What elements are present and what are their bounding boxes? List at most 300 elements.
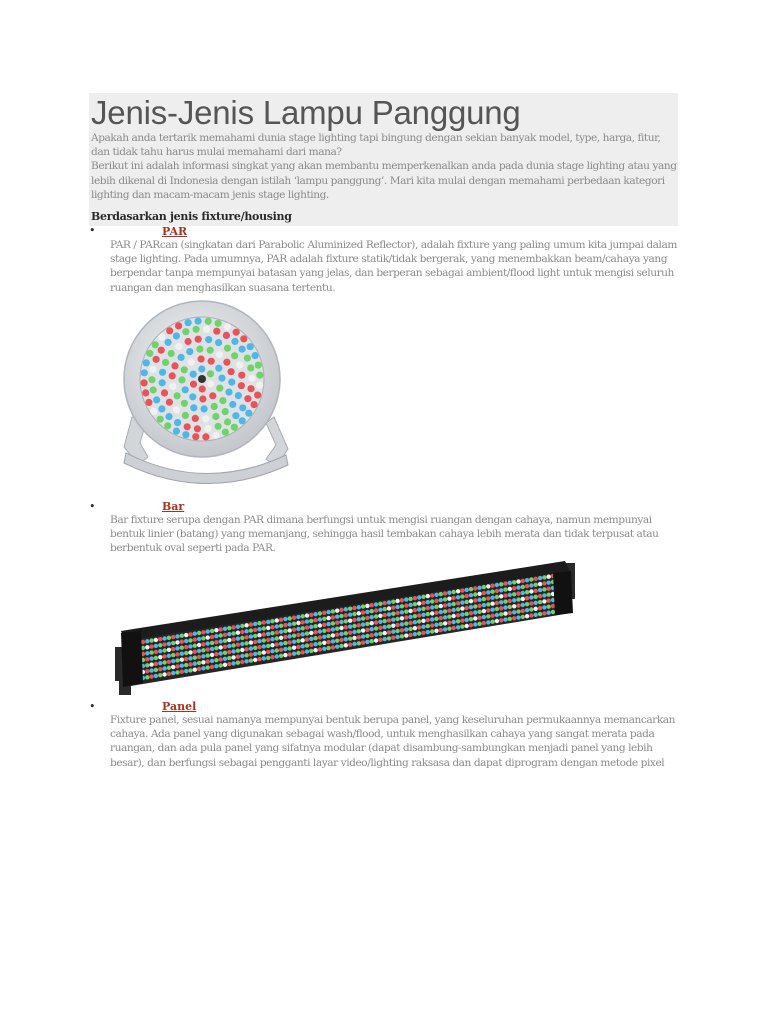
led-dot — [215, 339, 222, 346]
led-dot — [262, 638, 266, 642]
led-dot — [203, 326, 210, 333]
led-dot — [339, 626, 343, 630]
led-dot — [439, 592, 443, 596]
led-dot — [430, 593, 434, 597]
led-dot — [193, 644, 197, 648]
led-dot — [236, 643, 240, 647]
led-dot — [391, 612, 395, 616]
led-dot — [391, 618, 395, 622]
led-dot — [521, 585, 525, 589]
led-dot — [529, 583, 533, 587]
led-dot — [141, 379, 148, 386]
led-dot — [404, 615, 408, 619]
led-dot — [490, 590, 494, 594]
led-dot — [326, 622, 330, 626]
led-dot — [318, 641, 322, 645]
led-dot — [292, 616, 296, 620]
led-dot — [534, 577, 538, 581]
led-dot — [391, 606, 395, 610]
led-dot — [175, 652, 179, 656]
led-dot — [370, 615, 374, 619]
led-dot — [223, 627, 227, 631]
led-dot — [465, 594, 469, 598]
led-dot — [223, 645, 227, 649]
led-dot — [207, 370, 214, 377]
led-dot — [195, 336, 202, 343]
led-dot — [219, 651, 223, 655]
led-dot — [447, 603, 451, 607]
led-dot — [516, 603, 520, 607]
led-dot — [244, 647, 248, 651]
led-dot — [149, 638, 153, 642]
led-dot — [408, 597, 412, 601]
led-dot — [157, 416, 164, 423]
led-dot — [370, 603, 374, 607]
led-dot — [361, 634, 365, 638]
led-dot — [421, 595, 425, 599]
led-dot — [469, 611, 473, 615]
led-dot — [400, 634, 404, 638]
led-dot — [447, 609, 451, 613]
led-dot — [188, 359, 195, 366]
led-dot — [361, 610, 365, 614]
led-dot — [257, 639, 261, 643]
led-dot — [165, 413, 172, 420]
led-dot — [447, 591, 451, 595]
led-dot — [275, 618, 279, 622]
led-dot — [465, 612, 469, 616]
led-dot — [219, 397, 226, 404]
led-dot — [174, 419, 181, 426]
led-dot — [417, 625, 421, 629]
led-dot — [301, 644, 305, 648]
led-dot — [206, 659, 210, 663]
led-dot — [542, 599, 546, 603]
led-dot — [413, 620, 417, 624]
led-dot — [214, 646, 218, 650]
led-dot — [495, 583, 499, 587]
led-dot — [413, 602, 417, 606]
led-dot — [348, 613, 352, 617]
led-dot — [219, 657, 223, 661]
led-dot — [219, 639, 223, 643]
led-dot — [344, 613, 348, 617]
led-dot — [236, 649, 240, 653]
led-dot — [240, 648, 244, 652]
led-dot — [158, 405, 165, 412]
led-dot — [253, 658, 257, 662]
led-dot — [214, 634, 218, 638]
led-dot — [434, 605, 438, 609]
led-dot — [326, 628, 330, 632]
led-dot — [365, 616, 369, 620]
led-dot — [188, 662, 192, 666]
led-dot — [486, 608, 490, 612]
led-dot — [257, 645, 261, 649]
led-dot — [503, 581, 507, 585]
led-dot — [227, 662, 231, 666]
led-dot — [447, 621, 451, 625]
led-dot — [266, 620, 270, 624]
led-dot — [495, 595, 499, 599]
led-dot — [252, 352, 259, 359]
led-dot — [452, 590, 456, 594]
led-dot — [193, 326, 200, 333]
led-dot — [430, 611, 434, 615]
led-dot — [413, 596, 417, 600]
led-dot — [495, 619, 499, 623]
item-description-bar: Bar fixture serupa dengan PAR dimana berfungsi untuk mengisi ruangan dengan cahaya, namun mempunyai bentuk linier (batang) yang memanjang, sehingga hasil tembakan cahaya lebih merata dan tidak terpusat atau berbentuk oval seperti pada PAR. — [110, 514, 659, 555]
led-dot — [142, 389, 149, 396]
led-dot — [206, 653, 210, 657]
led-dot — [223, 633, 227, 637]
led-dot — [145, 663, 149, 667]
led-dot — [542, 587, 546, 591]
intro-text — [91, 131, 681, 202]
led-dot — [361, 616, 365, 620]
led-dot — [270, 625, 274, 629]
led-dot — [204, 425, 211, 432]
led-dot — [206, 665, 210, 669]
led-dot — [222, 408, 229, 415]
led-dot — [201, 630, 205, 634]
led-dot — [270, 643, 274, 647]
led-dot — [167, 654, 171, 658]
led-dot — [236, 625, 240, 629]
led-dot — [348, 625, 352, 629]
led-dot — [352, 642, 356, 646]
item-title-bar[interactable]: Bar — [162, 500, 185, 513]
led-dot — [270, 649, 274, 653]
led-dot — [421, 613, 425, 617]
led-dot — [499, 600, 503, 604]
led-dot — [542, 593, 546, 597]
led-dot — [421, 619, 425, 623]
led-dot — [465, 624, 469, 628]
led-dot — [197, 655, 201, 659]
led-dot — [227, 650, 231, 654]
led-dot — [469, 623, 473, 627]
led-dot — [534, 607, 538, 611]
led-dot — [149, 650, 153, 654]
led-dot — [253, 652, 257, 656]
led-dot — [339, 620, 343, 624]
led-dot — [225, 389, 232, 396]
led-dot — [275, 642, 279, 646]
led-dot — [162, 648, 166, 652]
led-dot — [495, 613, 499, 617]
led-dot — [169, 383, 176, 390]
led-dot — [439, 604, 443, 608]
led-dot — [279, 642, 283, 646]
led-dot — [184, 639, 188, 643]
led-dot — [208, 358, 215, 365]
led-dot — [231, 661, 235, 665]
led-dot — [145, 669, 149, 673]
led-dot — [171, 641, 175, 645]
led-dot — [205, 318, 212, 325]
led-dot — [374, 626, 378, 630]
led-dot — [490, 584, 494, 588]
led-dot — [171, 659, 175, 663]
led-dot — [214, 664, 218, 668]
led-dot — [162, 636, 166, 640]
led-dot — [145, 651, 149, 655]
led-dot — [231, 631, 235, 635]
led-dot — [408, 633, 412, 637]
led-dot — [318, 635, 322, 639]
led-dot — [357, 611, 361, 615]
led-dot — [197, 667, 201, 671]
led-dot — [231, 625, 235, 629]
led-dot — [465, 600, 469, 604]
led-dot — [279, 630, 283, 634]
led-dot — [206, 635, 210, 639]
led-dot — [236, 655, 240, 659]
item-title-panel[interactable]: Panel — [162, 700, 197, 713]
led-dot — [279, 636, 283, 640]
led-dot — [288, 634, 292, 638]
led-dot — [370, 621, 374, 625]
led-dot — [313, 642, 317, 646]
led-dot — [404, 633, 408, 637]
led-dot — [149, 674, 153, 678]
led-dot — [477, 598, 481, 602]
led-dot — [223, 359, 230, 366]
led-dot — [521, 579, 525, 583]
led-dot — [158, 667, 162, 671]
led-dot — [296, 633, 300, 637]
led-dot — [417, 595, 421, 599]
led-dot — [469, 587, 473, 591]
led-dot — [387, 600, 391, 604]
led-dot — [482, 597, 486, 601]
led-dot — [529, 607, 533, 611]
led-dot — [469, 605, 473, 609]
led-dot — [516, 597, 520, 601]
led-dot — [244, 641, 248, 645]
led-dot — [374, 620, 378, 624]
led-dot — [245, 410, 252, 417]
item-title-par[interactable]: PAR — [162, 225, 188, 238]
led-dot — [503, 593, 507, 597]
led-dot — [201, 654, 205, 658]
led-dot — [158, 347, 165, 354]
led-dot — [223, 639, 227, 643]
led-dot — [365, 604, 369, 608]
led-dot — [482, 609, 486, 613]
led-dot — [249, 652, 253, 656]
led-dot — [301, 632, 305, 636]
led-dot — [165, 339, 172, 346]
led-dot — [238, 382, 245, 389]
led-dot — [426, 630, 430, 634]
led-dot — [495, 601, 499, 605]
led-dot — [240, 335, 247, 342]
led-dot — [223, 663, 227, 667]
led-dot — [216, 385, 223, 392]
led-dot — [443, 621, 447, 625]
led-dot — [161, 389, 168, 396]
led-dot — [529, 613, 533, 617]
led-dot — [542, 575, 546, 579]
led-dot — [352, 606, 356, 610]
led-dot — [490, 614, 494, 618]
led-dot — [249, 628, 253, 632]
led-dot — [233, 329, 240, 336]
led-dot — [352, 612, 356, 616]
led-dot — [490, 608, 494, 612]
led-dot — [525, 614, 529, 618]
led-dot — [305, 649, 309, 653]
led-dot — [296, 645, 300, 649]
led-dot — [253, 634, 257, 638]
led-dot — [313, 624, 317, 628]
led-dot — [309, 613, 313, 617]
led-dot — [279, 648, 283, 652]
led-dot — [301, 620, 305, 624]
led-dot — [190, 381, 197, 388]
led-dot — [331, 639, 335, 643]
led-dot — [408, 615, 412, 619]
led-dot — [547, 605, 551, 609]
led-dot — [452, 596, 456, 600]
led-dot — [162, 654, 166, 658]
led-dot — [227, 638, 231, 642]
led-dot — [417, 613, 421, 617]
led-dot — [417, 601, 421, 605]
led-dot — [512, 598, 516, 602]
led-dot — [378, 608, 382, 612]
led-dot — [255, 362, 262, 369]
led-dot — [486, 590, 490, 594]
led-dot — [490, 602, 494, 606]
led-dot — [443, 609, 447, 613]
led-dot — [309, 637, 313, 641]
led-dot — [525, 578, 529, 582]
led-dot — [404, 597, 408, 601]
led-dot — [154, 638, 158, 642]
led-dot — [171, 665, 175, 669]
led-dot — [335, 615, 339, 619]
led-dot — [434, 593, 438, 597]
led-dot — [262, 626, 266, 630]
led-dot — [529, 601, 533, 605]
led-dot — [262, 650, 266, 654]
led-dot — [508, 599, 512, 603]
led-dot — [253, 640, 257, 644]
led-dot — [357, 617, 361, 621]
led-dot — [247, 385, 254, 392]
led-dot — [473, 586, 477, 590]
led-dot — [288, 640, 292, 644]
led-dot — [378, 602, 382, 606]
led-dot — [305, 619, 309, 623]
led-dot — [460, 618, 464, 622]
led-dot — [434, 629, 438, 633]
led-dot — [262, 656, 266, 660]
led-dot — [370, 633, 374, 637]
led-dot — [182, 431, 189, 438]
led-dot — [421, 607, 425, 611]
led-dot — [305, 625, 309, 629]
led-dot — [154, 668, 158, 672]
led-dot — [181, 400, 188, 407]
led-dot — [477, 604, 481, 608]
led-dot — [525, 608, 529, 612]
led-dot — [148, 376, 155, 383]
led-dot — [508, 581, 512, 585]
led-dot — [486, 614, 490, 618]
led-dot — [374, 614, 378, 618]
led-dot — [253, 628, 257, 632]
led-dot — [374, 638, 378, 642]
led-dot — [499, 594, 503, 598]
led-dot — [473, 598, 477, 602]
led-dot — [331, 609, 335, 613]
led-dot — [460, 594, 464, 598]
led-dot — [313, 630, 317, 634]
led-dot — [207, 380, 214, 387]
led-dot — [361, 622, 365, 626]
led-dot — [210, 647, 214, 651]
led-dot — [279, 618, 283, 622]
led-dot — [266, 650, 270, 654]
led-dot — [473, 604, 477, 608]
led-dot — [213, 328, 220, 335]
led-dot — [175, 658, 179, 662]
led-dot — [318, 611, 322, 615]
led-dot — [244, 629, 248, 633]
led-dot — [188, 656, 192, 660]
led-dot — [211, 403, 218, 410]
list-bullet: • — [89, 700, 96, 713]
led-dot — [417, 619, 421, 623]
led-dot — [383, 637, 387, 641]
led-dot — [214, 640, 218, 644]
led-dot — [516, 579, 520, 583]
led-dot — [184, 657, 188, 661]
led-dot — [162, 642, 166, 646]
led-dot — [452, 620, 456, 624]
led-dot — [521, 615, 525, 619]
led-dot — [473, 622, 477, 626]
led-dot — [326, 634, 330, 638]
led-dot — [395, 617, 399, 621]
led-dot — [173, 332, 180, 339]
led-dot — [439, 610, 443, 614]
led-dot — [404, 603, 408, 607]
led-dot — [365, 640, 369, 644]
led-dot — [482, 585, 486, 589]
led-dot — [214, 658, 218, 662]
led-dot — [296, 615, 300, 619]
led-dot — [503, 611, 507, 615]
led-dot — [181, 366, 188, 373]
intro-paragraph: Apakah anda tertarik memahami dunia stage lighting tapi bingung dengan sekian banyak model, type, harga, fitur, dan tidak tahu harus mulai memahami dari mana? — [91, 132, 661, 159]
led-dot — [443, 615, 447, 619]
led-dot — [408, 627, 412, 631]
led-dot — [158, 334, 165, 341]
led-dot — [229, 401, 236, 408]
led-dot — [469, 617, 473, 621]
led-dot — [240, 654, 244, 658]
led-dot — [249, 622, 253, 626]
led-dot — [224, 418, 231, 425]
led-dot — [452, 626, 456, 630]
led-dot — [154, 674, 158, 678]
led-dot — [357, 641, 361, 645]
